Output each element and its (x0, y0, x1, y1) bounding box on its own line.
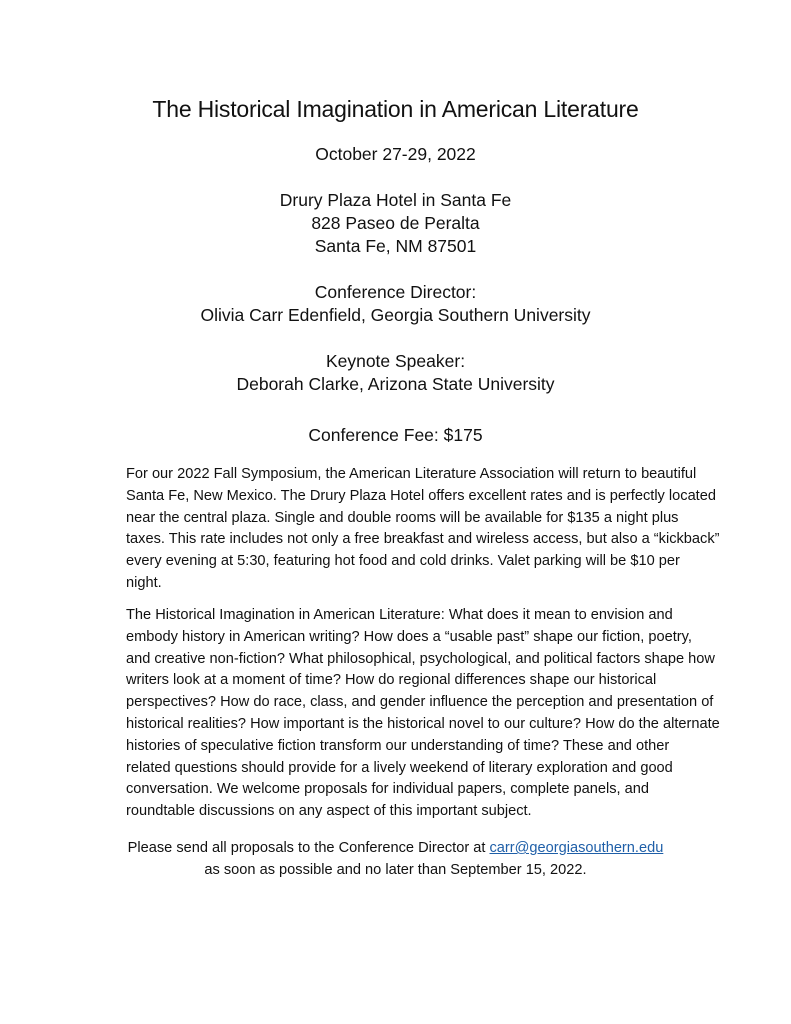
paragraph-line: roundtable discussions on any aspect of this important subject. (126, 803, 532, 820)
keynote-label: Keynote Speaker: (325, 351, 466, 371)
director-label: Conference Director: (314, 282, 477, 302)
venue-city: Santa Fe, NM 87501 (314, 236, 477, 256)
fee-block (0, 424, 791, 447)
keynote-name: Deborah Clarke, Arizona State University (236, 374, 555, 394)
paragraph-line: and creative non-fiction? What philosophical, psychological, and political factors shape how (126, 650, 715, 667)
paragraph-line: perspectives? How do race, class, and gender influence the perception and presentation of (126, 694, 714, 711)
paragraph-line: historical realities? How important is the historical novel to our culture? How do the alternate (126, 715, 720, 732)
paragraph-line: The Historical Imagination in American Literature: What does it mean to envision and (126, 607, 673, 623)
paragraph-line: Santa Fe, New Mexico. The Drury Plaza Hotel offers excellent rates and is perfectly located (126, 487, 716, 504)
director-block (0, 281, 791, 327)
dates-text: October 27-29, 2022 (315, 144, 476, 164)
email-link[interactable]: carr@georgiasouthern.edu (489, 840, 664, 856)
topic-paragraph (126, 605, 720, 823)
paragraph-line: embody history in American writing? How does a “usable past” shape our fiction, poetry, (126, 628, 692, 645)
venue-name: Drury Plaza Hotel in Santa Fe (279, 190, 512, 210)
paragraph-line: near the central plaza. Single and double rooms will be available for $135 a night plus (126, 509, 679, 526)
venue-street: 828 Paseo de Peralta (311, 213, 480, 233)
paragraph-line: night. (126, 574, 162, 591)
conference-fee: Conference Fee: $175 (308, 425, 483, 445)
venue-block (0, 189, 791, 258)
paragraph-line: histories of speculative fiction transform our understanding of time? These and other (126, 737, 670, 754)
conference-dates (0, 143, 791, 166)
symposium-paragraph (126, 464, 720, 595)
keynote-block (0, 350, 791, 396)
closing-line-2: as soon as possible and no later than September 15, 2022. (204, 861, 587, 878)
closing-prefix: Please send all proposals to the Conference Director at (127, 840, 490, 856)
paragraph-line: For our 2022 Fall Symposium, the American Literature Association will return to beautiful (126, 466, 697, 482)
document-title: The Historical Imagination in American Literature (152, 96, 639, 122)
director-name: Olivia Carr Edenfield, Georgia Southern University (200, 305, 591, 325)
paragraph-line: related questions should provide for a lively weekend of literary exploration and good (126, 759, 673, 776)
closing-block (0, 838, 791, 882)
paragraph-line: every evening at 5:30, featuring hot food and cold drinks. Valet parking will be $10 per (126, 553, 680, 570)
paragraph-line: writers look at a moment of time? How do regional differences shape our historical (126, 672, 657, 689)
paragraph-line: conversation. We welcome proposals for individual papers, complete panels, and (126, 781, 649, 798)
closing-line-1 (0, 838, 791, 860)
paragraph-line: taxes. This rate includes not only a free breakfast and wireless access, but also a “kickback” (126, 531, 720, 548)
